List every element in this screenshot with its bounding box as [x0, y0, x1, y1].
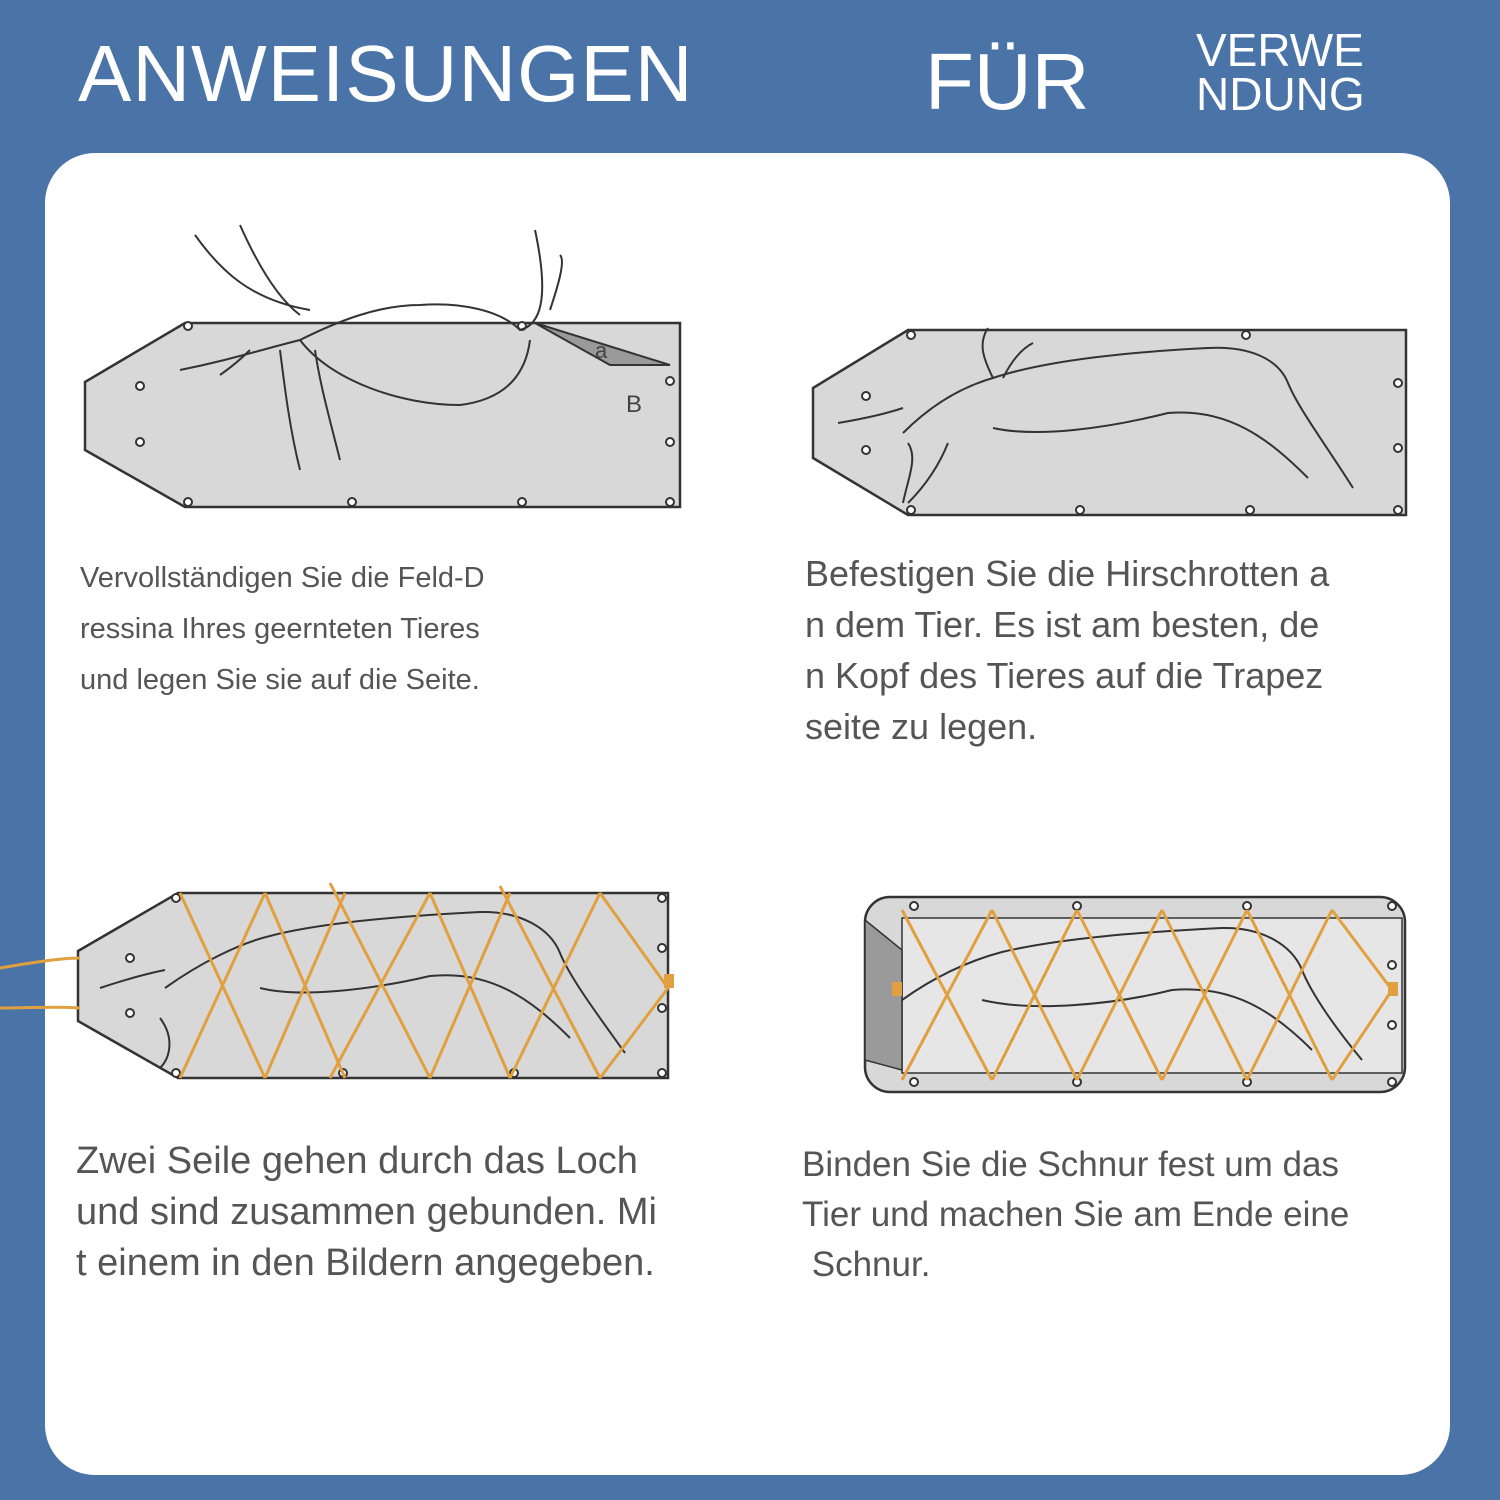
- step3-caption: [76, 1136, 657, 1289]
- title-fuer: FÜR: [925, 37, 1090, 126]
- step1-caption: [80, 553, 485, 706]
- caption-line: und legen Sie sie auf die Seite.: [80, 664, 480, 696]
- step4-caption: [802, 1140, 1349, 1290]
- title-verwendung-line2: NDUNG: [1196, 68, 1365, 120]
- caption-line: seite zu legen.: [805, 706, 1038, 747]
- caption-line: Befestigen Sie die Hirschrotten a: [805, 553, 1330, 594]
- caption-line: ressina Ihres geernteten Tieres: [80, 613, 480, 645]
- rope-knot: [1388, 982, 1398, 996]
- step1-diagram: [80, 210, 690, 520]
- tarp-shape: [78, 893, 668, 1078]
- caption-line: Schnur.: [802, 1245, 931, 1284]
- rope-knot: [892, 982, 902, 996]
- title-anweisungen: ANWEISUNGEN: [78, 29, 694, 118]
- caption-line: und sind zusammen gebunden. Mi: [76, 1191, 657, 1233]
- step2-caption: [805, 548, 1329, 752]
- caption-line: Zwei Seile gehen durch das Loch: [76, 1140, 638, 1182]
- title-verwendung: [1196, 24, 1396, 120]
- caption-line: n dem Tier. Es ist am besten, de: [805, 604, 1320, 645]
- title-bar: [0, 0, 1500, 150]
- rope-knot: [664, 974, 674, 988]
- corner-label: B: [626, 391, 643, 418]
- caption-line: n Kopf des Tieres auf die Trapez: [805, 655, 1324, 696]
- title-verwendung-line1: VERWE: [1196, 24, 1364, 76]
- flap-label: a: [595, 338, 608, 363]
- caption-line: Tier und machen Sie am Ende eine: [802, 1195, 1350, 1234]
- caption-line: Binden Sie die Schnur fest um das: [802, 1145, 1339, 1184]
- step3-diagram: [0, 878, 690, 1093]
- step2-diagram: [808, 318, 1412, 523]
- caption-line: t einem in den Bildern angegeben.: [76, 1242, 655, 1284]
- step4-diagram: [862, 890, 1410, 1100]
- caption-line: Vervollständigen Sie die Feld-D: [80, 562, 485, 594]
- tarp-shape: [813, 330, 1406, 515]
